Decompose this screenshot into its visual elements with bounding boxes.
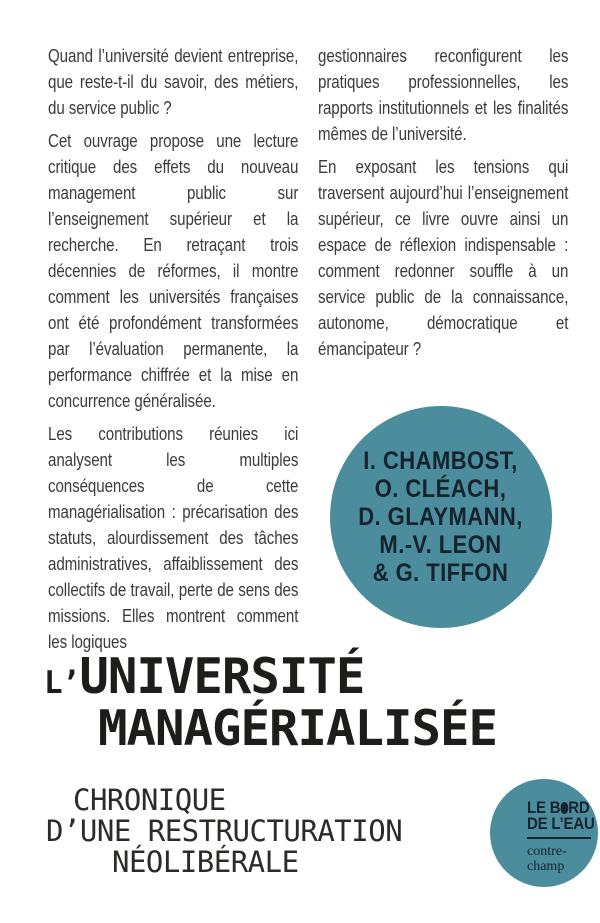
author-line: I. CHAMBOST, [363,447,519,475]
author-line: O. CLÉACH, [375,475,507,503]
filled-o-glyph [560,802,568,814]
publisher-name-part-1: LE B [527,798,561,817]
subtitle-line-3: NÉOLIBÉRALE [112,845,299,879]
title-line-1 [44,650,364,704]
publisher-name [527,800,595,832]
imprint-line-1: contre- [527,844,567,859]
publisher-name-part-2: RD [568,798,590,817]
blurb-paragraph: Cet ouvrage propose une lecture critique des effets du nouveau management public sur l’enseignement supérieur et la recherche. En retraçant trois décennies de réformes, il montre comment les universités françaises ont été profondément transformées par l’évaluation permanente, la performance chiffrée et la mise en concurrence généralisée. [48,131,299,411]
imprint-line-2: champ [527,859,565,874]
blurb-paragraph: Les contributions réunies ici analysent les multiples conséquences de cette managérialisation : précarisation des statuts, alourdissement des tâches administratives, affaiblissement des collectifs de travail, perte de sens des missions. Elles montrent comment les logiques [48,424,299,652]
author-names [359,447,524,587]
author-line: M.-V. LEON [379,531,503,559]
author-line: & G. TIFFON [373,559,509,587]
blurb-paragraph: En exposant les tensions qui traversent aujourd’hui l’enseignement supérieur, ce livre ouvre ainsi un espace de réflexion indispensable : comment redonner souffle à un service public de la connaissance, autonome, démocratique et émancipateur ? [318,157,569,359]
blurb-column-right [318,43,568,369]
imprint-name [527,844,567,874]
publisher-divider [527,837,591,839]
title-word-1: UNIVERSITÉ [79,648,365,705]
title-line-2: MANAGÉRIALISÉE [98,700,498,757]
blurb-column-left [48,43,298,662]
blurb-paragraph: gestionnaires reconfigurent les pratiques professionnelles, les rapports institutionnels et les finalités mêmes de l’université. [318,46,569,144]
blurb-paragraph: Quand l’université devient entreprise, que reste-t-il du savoir, des métiers, du service public ? [48,46,299,118]
publisher-badge [490,779,598,887]
subtitle-line-1: CHRONIQUE [73,783,226,817]
title-article: L’ [44,665,80,701]
subtitle-line-2: D’UNE RESTRUCTURATION [46,814,403,848]
publisher-name-line-2: DE L’EAU [527,814,595,833]
authors-badge [330,406,552,628]
author-line: D. GLAYMANN, [358,503,524,531]
